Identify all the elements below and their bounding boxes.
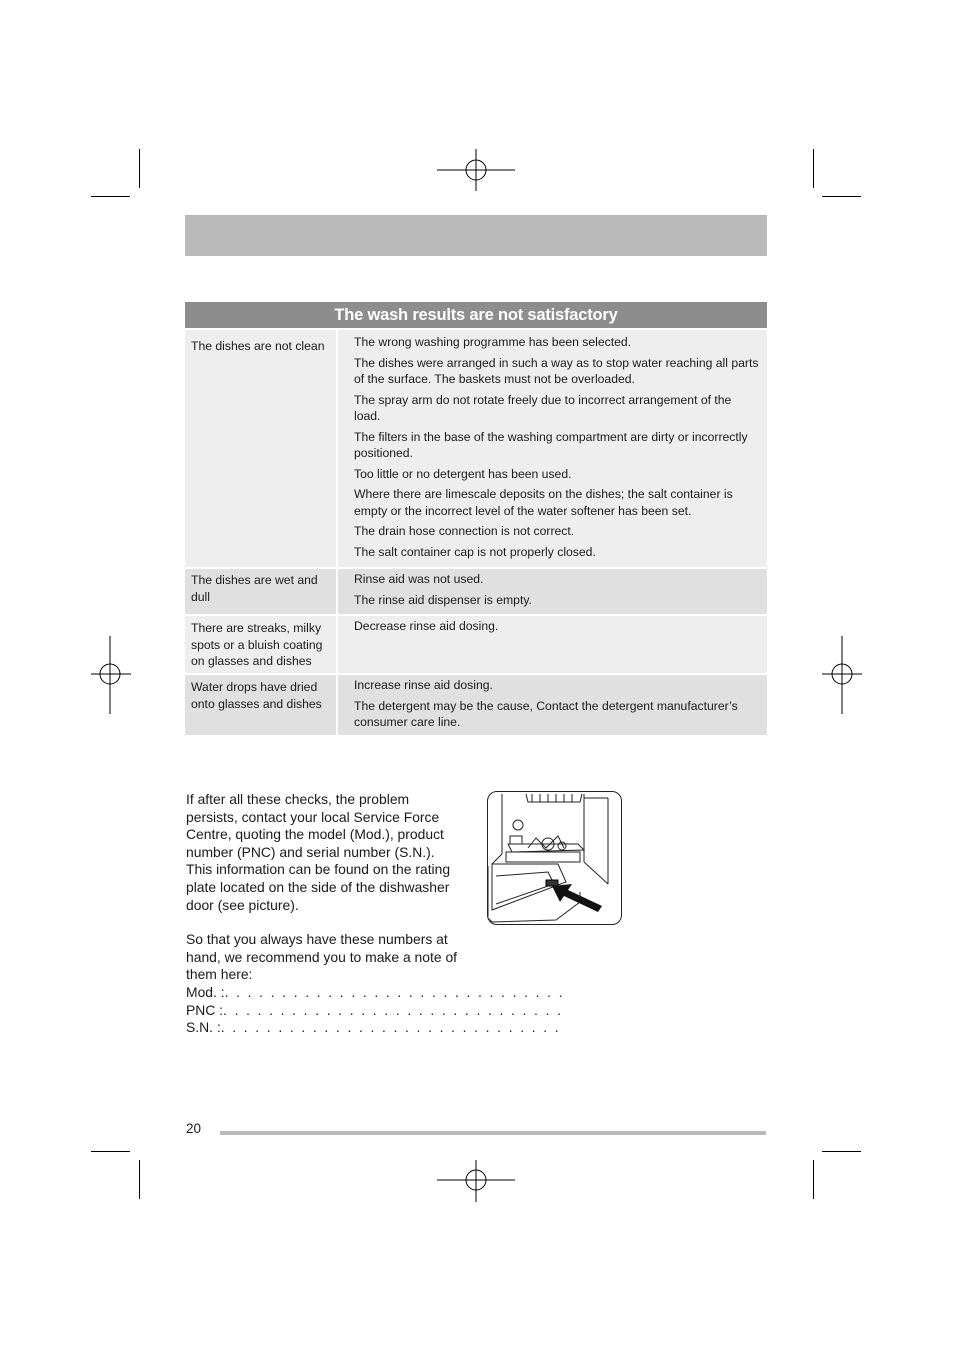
crop-mark: [813, 149, 814, 188]
problem-cell: Water drops have dried onto glasses and dishes: [185, 675, 338, 735]
cause-text: The salt container cap is not properly closed.: [354, 544, 596, 559]
field-blank: . . . . . . . . . . . . . . . . . . . . . . . . . . . . . .: [220, 1019, 561, 1036]
table-row: [185, 614, 767, 673]
registration-mark-icon: [437, 1160, 515, 1202]
serial-field: [186, 1019, 561, 1037]
page-number: 20: [186, 1121, 202, 1136]
crop-mark: [91, 1151, 130, 1152]
model-field: [186, 983, 565, 1002]
crop-mark: [813, 1160, 814, 1199]
service-info: [186, 791, 565, 1037]
cause-text: Increase rinse aid dosing.: [354, 678, 493, 692]
field-label: Mod. :: [186, 983, 225, 1000]
table-row: [185, 328, 767, 567]
rating-plate-illustration: [487, 791, 622, 925]
cause-text: Rinse aid was not used.: [354, 572, 484, 586]
field-blank: . . . . . . . . . . . . . . . . . . . . . . . . . . . . . .: [223, 1001, 563, 1018]
field-blank: . . . . . . . . . . . . . . . . . . . . . . . . . . . . . .: [224, 983, 565, 1000]
cause-text: The detergent may be the cause, Contact the detergent manufacturer’s consumer care line.: [354, 698, 738, 729]
dishwasher-door-icon: [488, 792, 621, 924]
table-title: The wash results are not satisfactory: [185, 302, 767, 328]
registration-mark-icon: [91, 636, 131, 714]
causes-cell: [338, 569, 767, 614]
cause-text: The dishes were arranged in such a way as to stop water reaching all parts of the surface. The baskets must not be overloaded.: [354, 355, 759, 386]
pnc-field: [186, 1001, 563, 1020]
table-row: [185, 673, 767, 735]
registration-mark-icon: [822, 636, 862, 714]
problem-cell: The dishes are not clean: [185, 330, 338, 567]
cause-text: The spray arm do not rotate freely due to incorrect arrangement of the load.: [354, 392, 732, 423]
cause-text: Too little or no detergent has been used.: [354, 466, 572, 481]
cause-text: The drain hose connection is not correct.: [354, 524, 575, 538]
cause-text: The filters in the base of the washing compartment are dirty or incorrectly positioned.: [354, 429, 748, 460]
problem-cell: The dishes are wet and dull: [185, 569, 338, 614]
crop-mark: [822, 196, 861, 197]
field-label: S.N. :: [186, 1019, 221, 1036]
service-paragraph: This information can be found on the rating plate located on the side of the dishwasher door (see picture).: [186, 861, 451, 913]
crop-mark: [822, 1151, 861, 1152]
footer-rule: [220, 1131, 766, 1135]
cause-text: Decrease rinse aid dosing.: [354, 619, 499, 633]
causes-cell: [338, 616, 767, 673]
troubleshooting-table: [185, 302, 767, 735]
field-label: PNC :: [186, 1001, 224, 1018]
crop-mark: [139, 149, 140, 188]
registration-mark-icon: [437, 149, 515, 191]
causes-cell: [338, 675, 767, 735]
crop-mark: [139, 1160, 140, 1199]
causes-cell: [338, 330, 767, 567]
table-row: [185, 567, 767, 614]
header-banner: [185, 215, 767, 256]
cause-text: The wrong washing programme has been selected.: [354, 335, 632, 349]
service-paragraph: If after all these checks, the problem persists, contact your local Service Force Centre, quoting the model (Mod.), product number (PNC) and serial number (S.N.).: [186, 791, 444, 860]
cause-text: Where there are limescale deposits on the dishes; the salt container is empty or the incorrect level of the water softener has been set.: [354, 487, 733, 518]
cause-text: The rinse aid dispenser is empty.: [354, 592, 532, 607]
service-paragraph: So that you always have these numbers at hand, we recommend you to make a note of them here:: [186, 931, 458, 983]
crop-mark: [91, 196, 130, 197]
problem-cell: There are streaks, milky spots or a bluish coating on glasses and dishes: [185, 616, 338, 673]
